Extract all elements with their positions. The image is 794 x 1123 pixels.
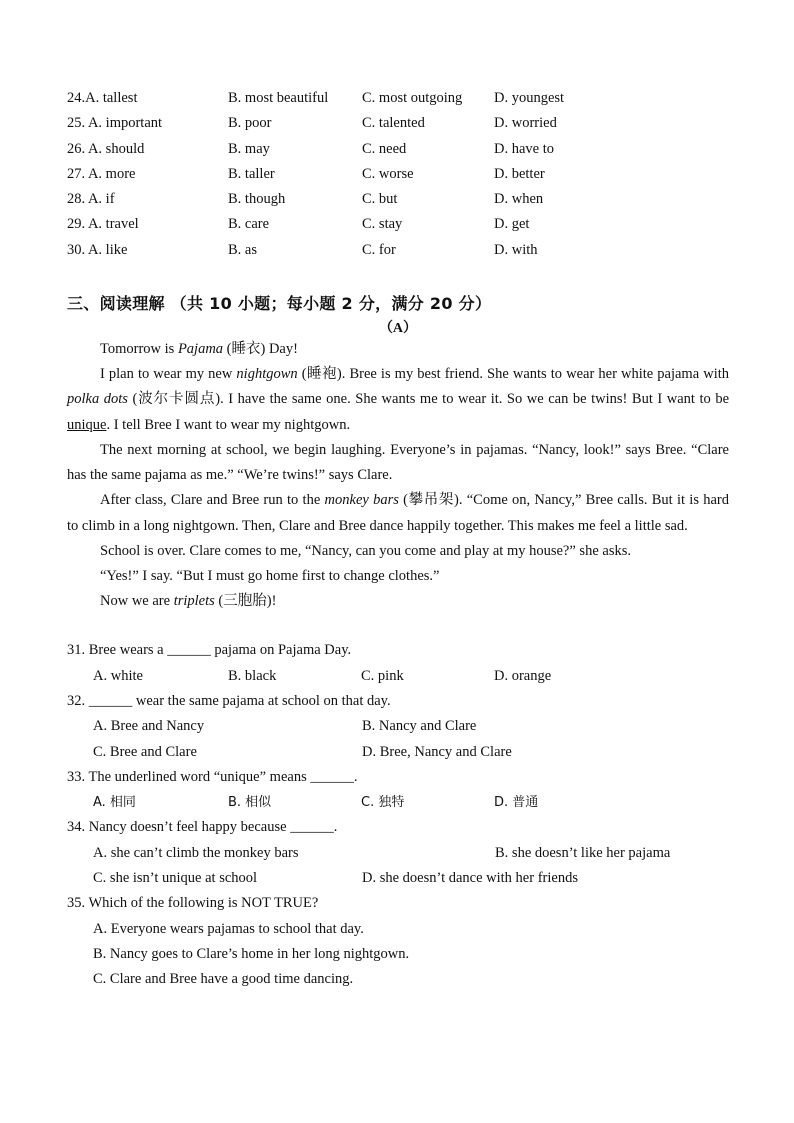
question-number: 27. [67, 165, 88, 182]
option-b: B. taller [228, 165, 275, 182]
option-c: C. stay [362, 216, 403, 233]
option-b: B. black [228, 667, 277, 684]
options [67, 664, 729, 689]
option-d: D. better [494, 165, 545, 182]
options-row-2 [67, 866, 729, 891]
option-b-row [67, 942, 729, 967]
option-d: D. when [494, 191, 544, 208]
cloze-options [67, 88, 729, 265]
option-d: D. youngest [494, 90, 565, 106]
question-31 [67, 638, 729, 689]
option-b: B. as [228, 241, 257, 258]
question-number: 28. [67, 191, 88, 208]
exam-page [67, 88, 729, 992]
option-a: A. she can’t climb the monkey bars [93, 844, 299, 861]
options-row-1 [67, 841, 729, 866]
passage-paragraph-1: Tomorrow is Pajama (睡衣) Day! [100, 341, 298, 358]
cloze-row-29 [67, 214, 729, 239]
cloze-row-24 [67, 88, 729, 113]
option-b: B. Nancy goes to Clare’s home in her long nightgown. [93, 945, 410, 962]
question-number: 26. [67, 140, 88, 157]
option-d: D. with [494, 241, 538, 258]
option-a: A. Everyone wears pajamas to school that day. [93, 920, 364, 937]
option-b: B. she doesn’t like her pajama [495, 844, 671, 861]
option-a: A. should [87, 140, 145, 157]
reading-passage [67, 337, 729, 614]
option-b: B. most beautiful [228, 90, 329, 106]
question-number: 30. [67, 241, 88, 258]
option-a: A. 相同 [93, 795, 136, 811]
option-c: C. worse [362, 165, 414, 182]
question-33 [67, 765, 729, 816]
option-c: C. 独特 [361, 795, 405, 811]
question-34 [67, 815, 729, 891]
question-32 [67, 689, 729, 765]
option-a: A. white [93, 667, 143, 684]
option-a: A. tallest [85, 90, 138, 106]
options-row-1 [67, 714, 729, 739]
option-a: A. travel [87, 216, 139, 233]
option-b: B. poor [228, 115, 272, 132]
option-a: A. important [87, 115, 163, 132]
question-stem: 33. The underlined word “unique” means ______. [67, 768, 358, 785]
option-b: B. Nancy and Clare [362, 718, 477, 735]
option-c: C. most outgoing [362, 90, 463, 106]
option-d: D. have to [494, 140, 554, 157]
passage-label: （A） [378, 321, 418, 337]
option-d: D. worried [494, 115, 557, 132]
option-c: C. she isn’t unique at school [93, 869, 258, 886]
option-d: D. get [494, 216, 530, 233]
passage-paragraph-4: After class, Clare and Bree run to the monkey bars (攀吊架). “Come on, Nancy,” Bree calls. But it is hard to climb in a long nightgown. Then, Clare and Bree dance happily together. This makes me feel a little sad. [67, 492, 729, 534]
option-d: D. 普通 [494, 795, 539, 811]
option-b: B. care [228, 216, 270, 233]
option-a: A. Bree and Nancy [93, 718, 205, 735]
question-35 [67, 891, 729, 992]
option-c: C. for [362, 241, 396, 258]
cloze-row-26 [67, 139, 729, 164]
cloze-row-27 [67, 164, 729, 189]
option-a-row [67, 917, 729, 942]
passage-paragraph-5: School is over. Clare comes to me, “Nancy, can you come and play at my house?” she asks. [100, 542, 631, 559]
cloze-row-30 [67, 240, 729, 265]
option-a: A. like [87, 241, 128, 258]
cloze-row-25 [67, 113, 729, 138]
option-a: A. more [87, 165, 136, 182]
question-stem: 34. Nancy doesn’t feel happy because ______. [67, 819, 338, 836]
options-row-2 [67, 740, 729, 765]
question-stem: 35. Which of the following is NOT TRUE? [67, 895, 319, 912]
section-title: 三、阅读理解 （共 10 小题；每小题 2 分，满分 20 分） [67, 294, 492, 314]
options [67, 790, 729, 815]
option-c: C. Clare and Bree have a good time dancing. [93, 971, 354, 988]
passage-paragraph-2: I plan to wear my new nightgown (睡袍). Bree is my best friend. She wants to wear her white pajama with polka dots (波尔卡圆点). I have the same one. She wants me to wear it. So we can be twins! But I want to be unique. I tell Bree I want to wear my nightgown. [67, 366, 730, 433]
option-b: B. 相似 [228, 795, 272, 811]
option-d: D. orange [494, 667, 552, 684]
option-b: B. may [228, 140, 270, 157]
passage-paragraph-6: “Yes!” I say. “But I must go home first to change clothes.” [100, 567, 440, 584]
option-c-row [67, 967, 729, 992]
underlined-word: unique [67, 416, 107, 433]
option-b: B. though [228, 191, 286, 208]
passage-paragraph-3: The next morning at school, we begin laughing. Everyone’s in pajamas. “Nancy, look!” says Bree. “Clare has the same pajama as me.” “We’re twins!” says Clare. [67, 441, 729, 484]
question-number: 29. [67, 216, 88, 233]
option-c: C. need [362, 140, 407, 157]
option-c: C. pink [361, 667, 404, 684]
option-c: C. but [362, 191, 398, 208]
option-a: A. if [87, 191, 115, 208]
passage-paragraph-7: Now we are triplets (三胞胎)! [100, 593, 277, 610]
option-d: D. she doesn’t dance with her friends [362, 869, 578, 886]
question-number: 25. [67, 115, 88, 132]
question-number: 24. [67, 90, 86, 106]
option-d: D. Bree, Nancy and Clare [362, 743, 512, 760]
question-stem: 31. Bree wears a ______ pajama on Pajama Day. [67, 642, 352, 659]
option-c: C. Bree and Clare [93, 743, 197, 760]
option-c: C. talented [362, 115, 425, 132]
question-stem: 32. ______ wear the same pajama at school on that day. [67, 692, 391, 709]
cloze-row-28 [67, 189, 729, 214]
